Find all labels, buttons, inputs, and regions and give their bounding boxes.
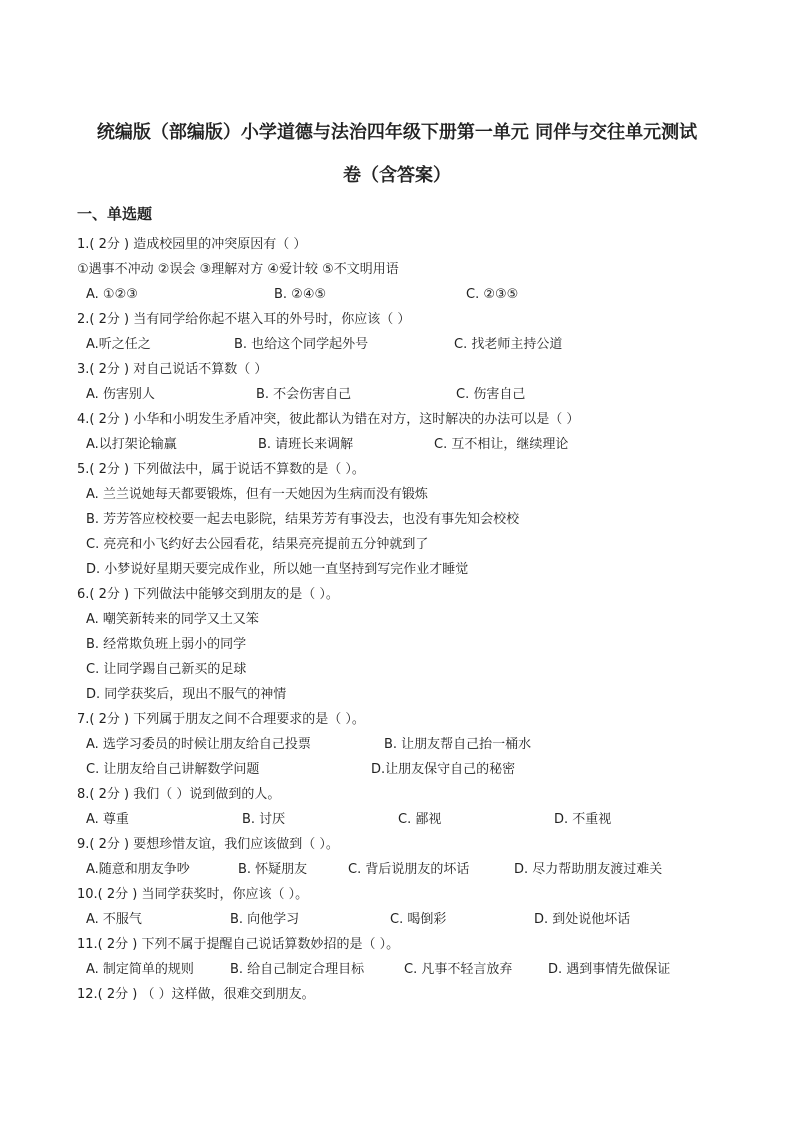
question-10-option-b[interactable]: B. 向他学习 bbox=[230, 912, 300, 927]
question-11-option-d[interactable]: D. 遇到事情先做保证 bbox=[548, 962, 671, 977]
question-9-option-a[interactable]: A.随意和朋友争吵 bbox=[86, 862, 190, 877]
question-1-statements: ①遇事不冲动 ②误会 ③理解对方 ④爱计较 ⑤不文明用语 bbox=[77, 262, 399, 277]
question-1-options bbox=[86, 287, 726, 303]
question-7-option-c[interactable]: C. 让朋友给自己讲解数学问题 bbox=[86, 762, 260, 777]
question-1-option-a[interactable]: A. ①②③ bbox=[86, 287, 138, 302]
question-8-option-c[interactable]: C. 鄙视 bbox=[398, 812, 442, 827]
question-4-option-c[interactable]: C. 互不相让，继续理论 bbox=[434, 437, 569, 452]
question-2-option-c[interactable]: C. 找老师主持公道 bbox=[454, 337, 563, 352]
question-5-option-d[interactable]: D. 小梦说好星期天要完成作业，所以她一直坚持到写完作业才睡觉 bbox=[86, 562, 469, 577]
question-5-option-c[interactable]: C. 亮亮和小飞约好去公园看花，结果亮亮提前五分钟就到了 bbox=[86, 537, 429, 552]
question-1-option-c[interactable]: C. ②③⑤ bbox=[466, 287, 519, 302]
question-7-options-row2 bbox=[86, 762, 726, 778]
question-7-option-a[interactable]: A. 选学习委员的时候让朋友给自己投票 bbox=[86, 737, 311, 752]
question-4-stem: 4.( 2分 ) 小华和小明发生矛盾冲突，彼此都认为错在对方，这时解决的办法可以是（ ） bbox=[77, 412, 580, 427]
question-1-option-b[interactable]: B. ②④⑤ bbox=[274, 287, 327, 302]
question-2-stem: 2.( 2分 ) 当有同学给你起不堪入耳的外号时，你应该（ ） bbox=[77, 312, 411, 327]
question-10-options bbox=[86, 912, 726, 928]
question-9-option-d[interactable]: D. 尽力帮助朋友渡过难关 bbox=[514, 862, 663, 877]
question-7-option-b[interactable]: B. 让朋友帮自己抬一桶水 bbox=[384, 737, 532, 752]
question-10-stem: 10.( 2分 ) 当同学获奖时，你应该（ ）。 bbox=[77, 887, 309, 902]
question-5-stem: 5.( 2分 ) 下列做法中，属于说话不算数的是（ ）。 bbox=[77, 462, 365, 477]
question-2-option-b[interactable]: B. 也给这个同学起外号 bbox=[234, 337, 369, 352]
question-3-option-a[interactable]: A. 伤害别人 bbox=[86, 387, 155, 402]
question-11-option-b[interactable]: B. 给自己制定合理目标 bbox=[230, 962, 365, 977]
question-2-option-a[interactable]: A.听之任之 bbox=[86, 337, 151, 352]
question-5-option-a[interactable]: A. 兰兰说她每天都要锻炼，但有一天她因为生病而没有锻炼 bbox=[86, 487, 428, 502]
question-7-options-row1 bbox=[86, 737, 726, 753]
question-11-option-a[interactable]: A. 制定简单的规则 bbox=[86, 962, 194, 977]
section-heading: 一、单选题 bbox=[77, 205, 153, 223]
question-2-options bbox=[86, 337, 726, 353]
question-10-option-c[interactable]: C. 喝倒彩 bbox=[390, 912, 447, 927]
question-3-stem: 3.( 2分 ) 对自己说话不算数（ ） bbox=[77, 362, 268, 377]
question-4-option-b[interactable]: B. 请班长来调解 bbox=[258, 437, 354, 452]
question-3-option-b[interactable]: B. 不会伤害自己 bbox=[256, 387, 352, 402]
question-8-stem: 8.( 2分 ) 我们（ ）说到做到的人。 bbox=[77, 787, 281, 802]
question-6-option-a[interactable]: A. 嘲笑新转来的同学又土又笨 bbox=[86, 612, 259, 627]
question-10-option-a[interactable]: A. 不服气 bbox=[86, 912, 142, 927]
question-11-option-c[interactable]: C. 凡事不轻言放弃 bbox=[404, 962, 513, 977]
question-8-option-d[interactable]: D. 不重视 bbox=[554, 812, 612, 827]
question-5-option-b[interactable]: B. 芳芳答应校校要一起去电影院，结果芳芳有事没去，也没有事先知会校校 bbox=[86, 512, 520, 527]
question-9-stem: 9.( 2分 ) 要想珍惜友谊，我们应该做到（ ）。 bbox=[77, 837, 339, 852]
question-7-stem: 7.( 2分 ) 下列属于朋友之间不合理要求的是（ ）。 bbox=[77, 712, 365, 727]
document-title-line2: 卷（含答案） bbox=[343, 165, 451, 186]
question-9-option-c[interactable]: C. 背后说朋友的坏话 bbox=[348, 862, 470, 877]
question-8-options bbox=[86, 812, 726, 828]
question-8-option-b[interactable]: B. 讨厌 bbox=[242, 812, 286, 827]
question-9-options bbox=[86, 862, 726, 878]
question-11-stem: 11.( 2分 ) 下列不属于提醒自己说话算数妙招的是（ ）。 bbox=[77, 937, 400, 952]
question-4-option-a[interactable]: A.以打架论输赢 bbox=[86, 437, 177, 452]
question-6-stem: 6.( 2分 ) 下列做法中能够交到朋友的是（ ）。 bbox=[77, 587, 339, 602]
question-7-option-d[interactable]: D.让朋友保守自己的秘密 bbox=[371, 762, 516, 777]
question-1-stem: 1.( 2分 ) 造成校园里的冲突原因有（ ） bbox=[77, 237, 307, 252]
document-title-line1: 统编版（部编版）小学道德与法治四年级下册第一单元 同伴与交往单元测试 bbox=[96, 122, 698, 143]
question-9-option-b[interactable]: B. 怀疑朋友 bbox=[238, 862, 308, 877]
question-10-option-d[interactable]: D. 到处说他坏话 bbox=[534, 912, 631, 927]
question-6-option-c[interactable]: C. 让同学踢自己新买的足球 bbox=[86, 662, 247, 677]
question-11-options bbox=[86, 962, 726, 978]
question-3-options bbox=[86, 387, 726, 403]
question-4-options bbox=[86, 437, 726, 453]
question-3-option-c[interactable]: C. 伤害自己 bbox=[456, 387, 526, 402]
question-12-stem: 12.( 2分 ) （ ）这样做，很难交到朋友。 bbox=[77, 987, 315, 1002]
question-8-option-a[interactable]: A. 尊重 bbox=[86, 812, 129, 827]
question-6-option-d[interactable]: D. 同学获奖后，现出不服气的神情 bbox=[86, 687, 287, 702]
question-6-option-b[interactable]: B. 经常欺负班上弱小的同学 bbox=[86, 637, 247, 652]
